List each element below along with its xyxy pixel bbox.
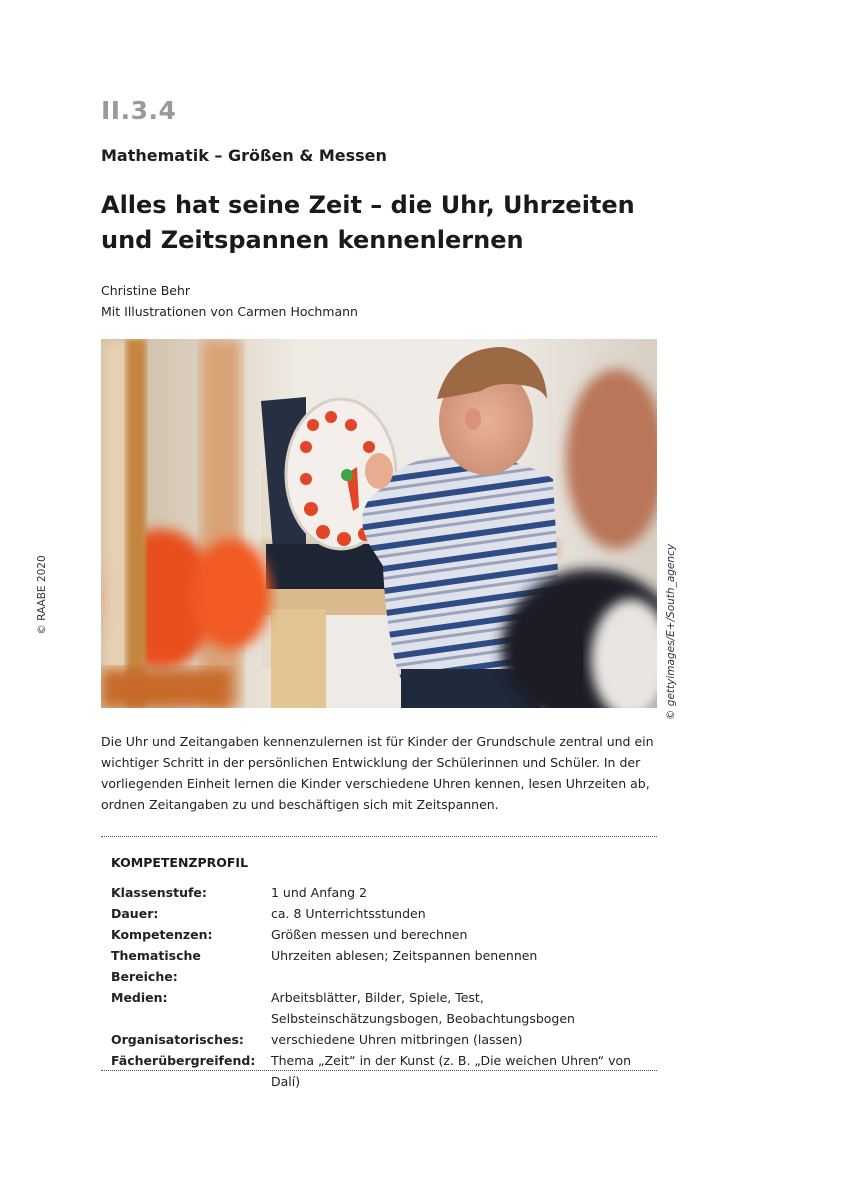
profile-label: Medien: xyxy=(111,990,168,1005)
profile-row xyxy=(111,945,651,987)
page-title: Alles hat seine Zeit – die Uhr, Uhrzeiten und Zeitspannen kennenlernen xyxy=(101,191,635,254)
photo-credit: © gettyimages/E+/South_agency xyxy=(665,543,677,721)
profile-value: Größen messen und berechnen xyxy=(271,927,468,942)
side-copyright: © RAABE 2020 xyxy=(36,555,48,635)
profile-heading: KOMPETENZPROFIL xyxy=(111,855,249,870)
section-code: II.3.4 xyxy=(101,96,177,125)
profile-value: ca. 8 Unterrichtsstunden xyxy=(271,906,426,921)
profile-row xyxy=(111,903,651,924)
profile-row xyxy=(111,924,651,945)
divider-bottom xyxy=(101,1070,657,1071)
competence-profile-table xyxy=(111,882,651,1092)
divider-top xyxy=(101,836,657,837)
author-block xyxy=(101,280,358,322)
profile-row xyxy=(111,1029,651,1050)
profile-row xyxy=(111,987,651,1029)
profile-row xyxy=(111,882,651,903)
profile-value: 1 und Anfang 2 xyxy=(271,885,367,900)
profile-row xyxy=(111,1050,651,1092)
illustrator-credit: Mit Illustrationen von Carmen Hochmann xyxy=(101,304,358,319)
profile-label: Klassenstufe: xyxy=(111,885,207,900)
profile-value: Arbeitsblätter, Bilder, Spiele, Test, Selbsteinschätzungsbogen, Beobachtungsbogen xyxy=(271,990,575,1026)
profile-label: Fächerübergreifend: xyxy=(111,1053,256,1068)
photo-illustration xyxy=(101,339,657,708)
profile-label: Kompetenzen: xyxy=(111,927,213,942)
profile-value: Uhrzeiten ablesen; Zeitspannen benennen xyxy=(271,948,538,963)
profile-value: Thema „Zeit“ in der Kunst (z. B. „Die weichen Uhren“ von Dalí) xyxy=(271,1053,632,1089)
subject-heading: Mathematik – Größen & Messen xyxy=(101,146,387,165)
intro-paragraph: Die Uhr und Zeitangaben kennenzulernen ist für Kinder der Grundschule zentral und ein wichtiger Schritt in der persönlichen Entwicklung der Schülerinnen und Schüler. In der vorliegenden Einheit lernen die Kinder verschiedene Uhren kennen, lesen Uhrzeiten ab, ordnen Zeitangaben zu und beschäftigen sich mit Zeitspannen. xyxy=(101,734,654,812)
profile-label: Organisatorisches: xyxy=(111,1032,244,1047)
profile-value: verschiedene Uhren mitbringen (lassen) xyxy=(271,1032,523,1047)
cover-photo xyxy=(101,339,657,708)
profile-label: Dauer: xyxy=(111,906,159,921)
profile-label: Thematische Bereiche: xyxy=(111,948,201,984)
author-name: Christine Behr xyxy=(101,283,191,298)
